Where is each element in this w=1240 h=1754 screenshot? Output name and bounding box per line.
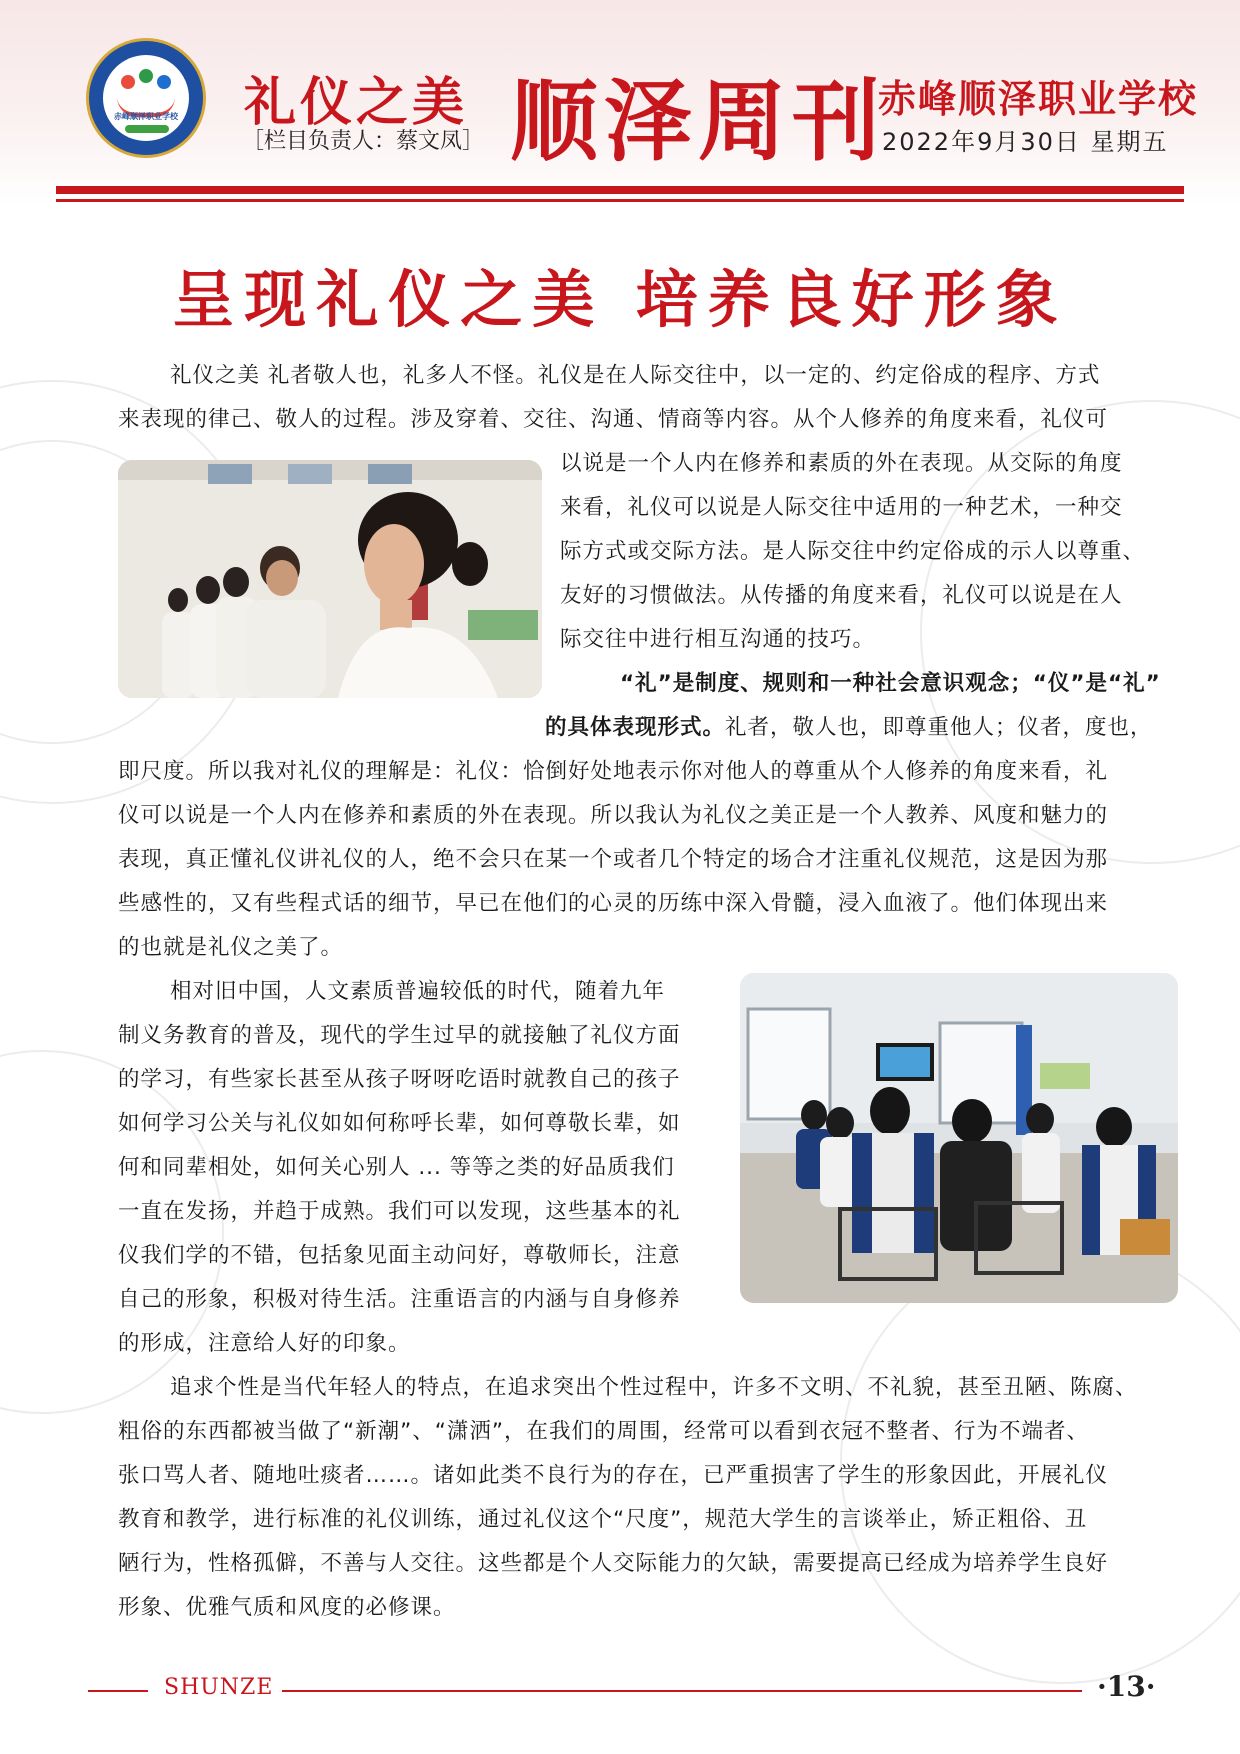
paragraph-line: 际交往中进行相互沟通的技巧。: [560, 627, 876, 652]
paragraph-line: 仪可以说是一个人内在修养和素质的外在表现。所以我认为礼仪之美正是一个人教养、风度和魅力的: [118, 803, 1109, 828]
photo-classroom: [740, 973, 1178, 1303]
paragraph-line: 的学习，有些家长甚至从孩子呀呀吃语时就教自己的孩子: [118, 1067, 681, 1092]
photo-students-standing-image: [118, 460, 542, 698]
paragraph-line: 友好的习惯做法。从传播的角度来看，礼仪可以说是在人: [560, 583, 1123, 608]
paragraph-normal-part: 礼者，敬人也，即尊重他人；仪者，度也，: [725, 715, 1153, 740]
paragraph-line: 一直在发扬，并趋于成熟。我们可以发现，这些基本的礼: [118, 1199, 681, 1224]
paragraph-line: 的形成，注意给人好的印象。: [118, 1331, 411, 1356]
logo-emblem: [103, 55, 189, 141]
footer-rule-left: [88, 1690, 148, 1692]
paragraph-line: 相对旧中国，人文素质普遍较低的时代，随着九年: [170, 979, 666, 1004]
paragraph-line: 形象、优雅气质和风度的必修课。: [118, 1595, 456, 1620]
paragraph-line: 陋行为，性格孤僻，不善与人交往。这些都是个人交际能力的欠缺，需要提高已经成为培养学生良好: [118, 1551, 1109, 1576]
photo-classroom-image: [740, 973, 1178, 1303]
column-responsible: ［栏目负责人：蔡文凤］: [242, 129, 485, 154]
page-number: ·13·: [1097, 1670, 1156, 1703]
paragraph-line: 表现，真正懂礼仪讲礼仪的人，绝不会只在某一个或者几个特定的场合才注重礼仪规范，这是因为那: [118, 847, 1109, 872]
paragraph-line: 制义务教育的普及，现代的学生过早的就接触了礼仪方面: [118, 1023, 681, 1048]
issue-date: 2022年9月30日 星期五: [882, 128, 1169, 156]
logo-leaf-icon: [125, 125, 169, 133]
school-name: 赤峰顺泽职业学校: [878, 77, 1199, 121]
paragraph-line: 际方式或交际方法。是人际交往中约定俗成的示人以尊重、: [560, 539, 1146, 564]
column-title: 礼仪之美: [244, 73, 469, 133]
logo-figure-icon: [139, 69, 153, 83]
paragraph-line: 仪我们学的不错，包括象见面主动问好，尊敬师长，注意: [118, 1243, 681, 1268]
paragraph-line-mixed: [545, 706, 1180, 750]
footer-rule-right: [282, 1690, 1082, 1692]
article-headline: 呈现礼仪之美 培养良好形象: [172, 263, 1068, 336]
header-rule: [56, 186, 1184, 194]
paragraph-line: 自己的形象，积极对待生活。注重语言的内涵与自身修养: [118, 1287, 681, 1312]
paragraph-line: 来看，礼仪可以说是人际交往中适用的一种艺术，一种交: [560, 495, 1123, 520]
footer-brand: SHUNZE: [164, 1675, 274, 1700]
paragraph-line: 礼仪之美 礼者敬人也，礼多人不怪。礼仪是在人际交往中，以一定的、约定俗成的程序、方式: [170, 363, 1101, 388]
logo-text: 赤峰顺泽职业学校: [114, 112, 178, 121]
paragraph-line: 粗俗的东西都被当做了“新潮”、“潇洒”，在我们的周围，经常可以看到衣冠不整者、行为不端者、: [118, 1419, 1090, 1444]
paragraph-line: 以说是一个人内在修养和素质的外在表现。从交际的角度: [560, 451, 1123, 476]
masthead-title: 顺泽周刊: [510, 69, 887, 173]
logo-figure-icon: [121, 75, 135, 89]
school-logo: [86, 38, 206, 158]
logo-figure-icon: [157, 75, 171, 89]
photo-students-standing: [118, 460, 542, 698]
paragraph-line: 追求个性是当代年轻人的特点，在追求突出个性过程中，许多不文明、不礼貌，甚至丑陋、陈腐、: [170, 1375, 1138, 1400]
paragraph-line: 如何学习公关与礼仪如如何称呼长辈，如何尊敬长辈，如: [118, 1111, 681, 1136]
paragraph-line: 即尺度。所以我对礼仪的理解是：礼仪：恰倒好处地表示你对他人的尊重从个人修养的角度来看，礼: [118, 759, 1109, 784]
paragraph-line: 教育和教学，进行标准的礼仪训练，通过礼仪这个“尺度”，规范大学生的言谈举止，矫正粗俗、丑: [118, 1507, 1088, 1532]
paragraph-line: 何和同辈相处，如何关心别人 ... 等等之类的好品质我们: [118, 1155, 675, 1180]
paragraph-line: 来表现的律己、敬人的过程。涉及穿着、交往、沟通、情商等内容。从个人修养的角度来看，礼仪可: [118, 407, 1109, 432]
paragraph-bold-part: 的具体表现形式。: [545, 715, 726, 740]
header-rule-thin: [56, 199, 1184, 202]
paragraph-line: 的也就是礼仪之美了。: [118, 935, 344, 960]
paragraph-line-bold: “礼”是制度、规则和一种社会意识观念；“仪”是“礼”: [620, 671, 1161, 696]
paragraph-line: 张口骂人者、随地吐痰者……。诸如此类不良行为的存在，已严重损害了学生的形象因此，开展礼仪: [118, 1463, 1109, 1488]
paragraph-line: 些感性的，又有些程式话的细节，早已在他们的心灵的历练中深入骨髓，浸入血液了。他们体现出来: [118, 891, 1109, 916]
